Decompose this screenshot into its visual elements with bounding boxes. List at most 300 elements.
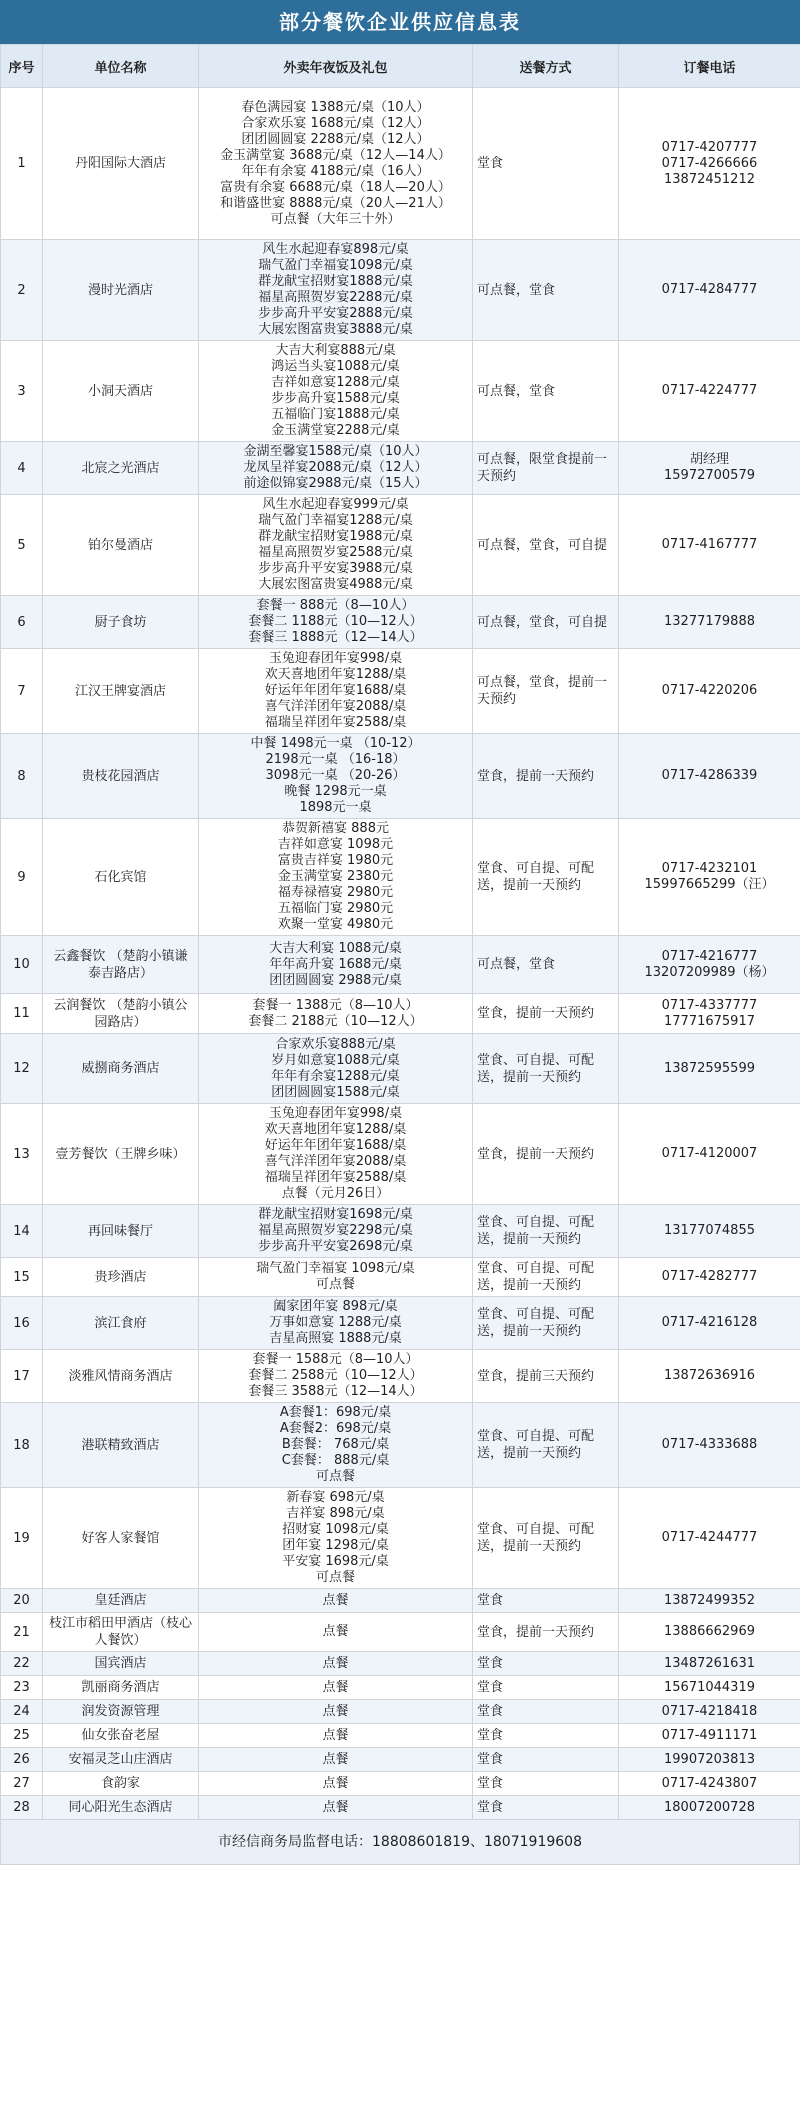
order-phone (619, 1104, 800, 1205)
row-number: 4 (1, 442, 43, 495)
order-phone (619, 819, 800, 936)
menu-cell (199, 1403, 473, 1488)
unit-name (43, 1772, 199, 1796)
menu-item: 套餐一 1388元（8—10人） (252, 997, 419, 1013)
delivery-method-text: 堂食 (477, 156, 504, 171)
menu-item: 金湖至馨宴1588元/桌（10人） (243, 444, 428, 459)
table-row (1, 1724, 800, 1748)
delivery-method-text: 堂食、可自提、可配送，提前一天预约 (477, 1261, 595, 1293)
menu-cell (199, 994, 473, 1034)
menu-item: 可点餐（大年三十外） (270, 211, 401, 227)
delivery-method (473, 1350, 619, 1403)
menu-cell (199, 1258, 473, 1297)
menu-cell (199, 734, 473, 819)
menu-cell (199, 1488, 473, 1589)
delivery-method (473, 442, 619, 495)
order-phone (619, 1652, 800, 1676)
menu-item: 点餐 (322, 1727, 349, 1743)
table-row (1, 1676, 800, 1700)
menu-item: B套餐： 768元/桌 (281, 1437, 390, 1452)
table-row (1, 1700, 800, 1724)
phone-number[interactable]: 13886662969 (664, 1624, 755, 1639)
menu-item: 合家欢乐宴888元/桌 (275, 1036, 396, 1052)
delivery-method-text: 可点餐，堂食 (477, 282, 556, 298)
delivery-method (473, 1652, 619, 1676)
menu-item: 群龙献宝招财宴1888元/桌 (258, 274, 413, 289)
menu-item: 点餐 (322, 1592, 349, 1608)
table-row (1, 1205, 800, 1258)
delivery-method-text: 堂食 (477, 1800, 504, 1815)
menu-item: 福星高照贺岁宴2588元/桌 (258, 545, 413, 560)
menu-item: 福星高照贺岁宴2288元/桌 (258, 290, 413, 305)
delivery-method-text: 堂食、可自提、可配送，提前一天预约 (477, 1307, 595, 1339)
delivery-method (473, 1297, 619, 1350)
menu-item: 可点餐 (315, 1277, 355, 1292)
menu-cell (199, 341, 473, 442)
phone-number[interactable]: 0717-4333688 (661, 1437, 758, 1452)
delivery-method-text: 堂食，提前一天预约 (477, 1624, 595, 1640)
delivery-method-text: 堂食 (477, 1776, 504, 1791)
phone-number[interactable]: 13487261631 (664, 1655, 755, 1671)
table-row (1, 1297, 800, 1350)
menu-cell (199, 1613, 473, 1652)
unit-name-text: 国宾酒店 (94, 1656, 147, 1671)
row-number: 13 (1, 1104, 43, 1205)
table-row (1, 88, 800, 240)
menu-item: 年年有余宴1288元/桌 (271, 1068, 400, 1084)
order-phone (619, 1748, 800, 1772)
order-phone (619, 1676, 800, 1700)
unit-name-text: 枝江市稻田甲酒店（枝心人餐饮） (48, 1616, 192, 1648)
delivery-method-text: 堂食、可自提、可配送，提前一天预约 (477, 1429, 595, 1461)
phone-number[interactable]: 13872499352 (664, 1592, 755, 1608)
order-phone (619, 734, 800, 819)
table-row (1, 649, 800, 734)
order-phone (619, 88, 800, 240)
menu-item: 欢天喜地团年宴1288/桌 (264, 1122, 407, 1137)
menu-cell (199, 1034, 473, 1104)
order-phone (619, 1034, 800, 1104)
delivery-method (473, 819, 619, 936)
menu-item: 喜气洋洋团年宴2088/桌 (264, 699, 407, 714)
row-number: 27 (1, 1772, 43, 1796)
menu-item: 五福临门宴1888元/桌 (271, 407, 400, 422)
table-row (1, 1748, 800, 1772)
delivery-method-text: 堂食，提前一天预约 (477, 768, 595, 784)
delivery-method-text: 堂食，提前一天预约 (477, 1006, 595, 1021)
delivery-method (473, 1488, 619, 1589)
menu-item: 中餐 1498元一桌 （10-12） (250, 736, 421, 751)
menu-item: 岁月如意宴1088元/桌 (271, 1052, 400, 1068)
unit-name (43, 1676, 199, 1700)
unit-name (43, 1700, 199, 1724)
phone-number[interactable]: 0717-4911171 (661, 1727, 758, 1743)
table-row (1, 442, 800, 495)
menu-item: 金玉满堂宴2288元/桌 (271, 423, 400, 438)
row-number: 3 (1, 341, 43, 442)
unit-name (43, 1796, 199, 1820)
phone-number[interactable]: 0717-4337777 (661, 997, 758, 1013)
menu-cell (199, 819, 473, 936)
table-row (1, 1652, 800, 1676)
menu-item: 团年宴 1298元/桌 (282, 1538, 389, 1553)
menu-item: 团团圆圆宴 2988元/桌 (269, 972, 402, 988)
menu-item: 团团圆圆宴 2288元/桌（12人） (241, 131, 430, 147)
menu-item: 年年高升宴 1688元/桌 (269, 956, 402, 972)
menu-item: 群龙献宝招财宴1698元/桌 (258, 1207, 413, 1222)
delivery-method-text: 可点餐，堂食，可自提 (477, 614, 608, 630)
table-row (1, 341, 800, 442)
menu-cell (199, 1652, 473, 1676)
table-row (1, 1403, 800, 1488)
unit-name-text: 威捌商务酒店 (81, 1061, 160, 1076)
menu-item: 欢聚一堂宴 4980元 (277, 917, 394, 932)
table-header-row (1, 45, 800, 88)
row-number: 19 (1, 1488, 43, 1589)
delivery-method-text: 堂食、可自提、可配送，提前一天预约 (477, 1522, 595, 1554)
menu-cell (199, 1297, 473, 1350)
delivery-method (473, 994, 619, 1034)
table-row (1, 240, 800, 341)
menu-item: 可点餐 (315, 1469, 355, 1484)
menu-item: A套餐1：698元/桌 (279, 1405, 392, 1420)
delivery-method (473, 596, 619, 649)
row-number: 9 (1, 819, 43, 936)
row-number: 6 (1, 596, 43, 649)
unit-name-text: 铂尔曼酒店 (87, 537, 153, 553)
menu-cell (199, 1676, 473, 1700)
menu-item: 万事如意宴 1288元/桌 (269, 1315, 402, 1330)
order-phone (619, 1403, 800, 1488)
menu-item: 团团圆圆宴1588元/桌 (271, 1084, 400, 1100)
unit-name (43, 994, 199, 1034)
row-number: 18 (1, 1403, 43, 1488)
delivery-method-text: 堂食、可自提、可配送，提前一天预约 (477, 861, 595, 893)
delivery-method-text: 堂食 (477, 1704, 504, 1719)
unit-name-text: 北宸之光酒店 (81, 460, 160, 476)
menu-item: 套餐二 2188元（10—12人） (248, 1013, 423, 1029)
unit-name-text: 好客人家餐馆 (81, 1530, 160, 1546)
menu-item: 点餐 (322, 1624, 349, 1639)
menu-item: 五福临门宴 2980元 (277, 901, 394, 916)
delivery-method (473, 1613, 619, 1652)
menu-item: 喜气洋洋团年宴2088/桌 (264, 1154, 407, 1169)
delivery-method-text: 可点餐，限堂食提前一天预约 (477, 452, 608, 484)
unit-name (43, 734, 199, 819)
menu-item: 1898元一桌 (299, 800, 372, 815)
phone-number[interactable]: 0717-4218418 (661, 1703, 758, 1719)
menu-item: 龙凤呈祥宴2088元/桌（12人） (243, 460, 428, 475)
unit-name-text: 贵枝花园酒店 (81, 768, 160, 784)
menu-cell (199, 240, 473, 341)
row-number: 7 (1, 649, 43, 734)
row-number: 12 (1, 1034, 43, 1104)
menu-item: 风生水起迎春宴898元/桌 (262, 242, 409, 257)
unit-name-text: 漫时光酒店 (87, 282, 153, 298)
phone-number[interactable]: 19907203813 (664, 1751, 755, 1767)
unit-name (43, 240, 199, 341)
delivery-method-text: 可点餐，堂食，可自提 (477, 537, 608, 553)
phone-number[interactable]: 13277179888 (664, 614, 755, 629)
row-number: 2 (1, 240, 43, 341)
page-title: 部分餐饮企业供应信息表 (0, 0, 800, 44)
order-phone (619, 1796, 800, 1820)
unit-name (43, 1297, 199, 1350)
menu-item: 金玉满堂宴 3688元/桌（12人—14人） (220, 147, 451, 163)
menu-item: 平安宴 1698元/桌 (282, 1554, 389, 1569)
menu-item: 鸿运当头宴1088元/桌 (271, 359, 400, 374)
menu-cell (199, 1796, 473, 1820)
delivery-method-text: 堂食 (477, 1593, 504, 1608)
menu-item: 玉兔迎春团年宴998/桌 (268, 1106, 403, 1121)
delivery-method (473, 495, 619, 596)
menu-item: 大吉大利宴 1088元/桌 (269, 940, 402, 956)
unit-name-text: 凯丽商务酒店 (81, 1680, 160, 1695)
phone-number[interactable]: 0717-4207777 (661, 139, 758, 155)
menu-item: 福瑞呈祥团年宴2588/桌 (264, 715, 407, 730)
order-phone (619, 1589, 800, 1613)
table-body (1, 88, 800, 1820)
unit-name-text: 同心阳光生态酒店 (68, 1800, 173, 1815)
row-number: 10 (1, 936, 43, 994)
row-number: 21 (1, 1613, 43, 1652)
phone-number[interactable]: 0717-4282777 (661, 1269, 758, 1284)
table-row (1, 1796, 800, 1820)
menu-item: 新春宴 698元/桌 (286, 1490, 385, 1505)
menu-item: 富贵有余宴 6688元/桌（18人—20人） (220, 179, 451, 195)
row-number: 24 (1, 1700, 43, 1724)
menu-item: 套餐二 1188元（10—12人） (248, 614, 423, 629)
unit-name (43, 1104, 199, 1205)
phone-number[interactable]: 0717-4120007 (661, 1146, 758, 1161)
menu-item: 套餐三 1888元（12—14人） (248, 630, 423, 645)
menu-item: 瑞气盈门幸福宴1098元/桌 (258, 258, 413, 273)
menu-item: 福寿禄禧宴 2980元 (277, 885, 394, 900)
delivery-method-text: 可点餐，堂食 (477, 957, 556, 972)
phone-number[interactable]: 0717-4216128 (661, 1315, 758, 1330)
menu-item: 和谐盛世宴 8888元/桌（20人—21人） (220, 195, 451, 211)
delivery-method-text: 堂食 (477, 1752, 504, 1767)
row-number: 5 (1, 495, 43, 596)
menu-cell (199, 1205, 473, 1258)
header-phone: 订餐电话 (619, 45, 800, 88)
menu-item: 步步高升平安宴2888元/桌 (258, 306, 413, 321)
menu-item: 套餐一 1588元（8—10人） (252, 1352, 419, 1367)
phone-number[interactable]: 0717-4167777 (661, 537, 758, 552)
unit-name-text: 安福灵芝山庄酒店 (68, 1752, 173, 1767)
row-number: 11 (1, 994, 43, 1034)
menu-item: 好运年年团年宴1688/桌 (264, 683, 407, 698)
table-row (1, 1589, 800, 1613)
phone-number[interactable]: 15671044319 (664, 1679, 755, 1695)
unit-name (43, 1403, 199, 1488)
menu-cell (199, 649, 473, 734)
menu-item: 吉祥如意宴1288元/桌 (271, 375, 400, 390)
table-row (1, 596, 800, 649)
order-phone (619, 240, 800, 341)
delivery-method (473, 1700, 619, 1724)
unit-name-text: 再回味餐厅 (87, 1223, 153, 1239)
menu-item: 套餐二 2588元（10—12人） (248, 1368, 423, 1383)
row-number: 28 (1, 1796, 43, 1820)
order-phone (619, 1258, 800, 1297)
delivery-method (473, 1724, 619, 1748)
menu-cell (199, 1104, 473, 1205)
delivery-method (473, 1676, 619, 1700)
menu-item: 点餐 (322, 1751, 349, 1767)
menu-cell (199, 88, 473, 240)
phone-number[interactable]: 18007200728 (664, 1799, 755, 1815)
menu-item: 吉星高照宴 1888元/桌 (269, 1331, 402, 1346)
unit-name-text: 仙女张奋老屋 (81, 1728, 160, 1743)
unit-name (43, 1652, 199, 1676)
menu-cell (199, 1589, 473, 1613)
menu-item: 风生水起迎春宴999元/桌 (262, 497, 409, 512)
phone-number[interactable]: 0717-4284777 (661, 282, 758, 297)
unit-name (43, 495, 199, 596)
unit-name (43, 936, 199, 994)
delivery-method (473, 1796, 619, 1820)
delivery-method (473, 734, 619, 819)
menu-item: 阖家团年宴 898元/桌 (273, 1299, 398, 1314)
delivery-method-text: 堂食 (477, 1680, 504, 1695)
menu-item: 点餐 (322, 1679, 349, 1695)
phone-number[interactable]: 0717-4220206 (661, 683, 758, 698)
delivery-method (473, 1772, 619, 1796)
phone-number[interactable]: 0717-4244777 (661, 1530, 758, 1545)
menu-item: 福瑞呈祥团年宴2588/桌 (264, 1170, 407, 1185)
order-phone (619, 649, 800, 734)
menu-item: 群龙献宝招财宴1988元/桌 (258, 529, 413, 544)
delivery-method (473, 1748, 619, 1772)
delivery-method (473, 88, 619, 240)
table-row (1, 495, 800, 596)
table-row (1, 1350, 800, 1403)
menu-item: 合家欢乐宴 1688元/桌（12人） (241, 115, 430, 131)
menu-item: 大吉大利宴888元/桌 (275, 343, 396, 358)
delivery-method (473, 1205, 619, 1258)
phone-number[interactable]: 0717-4266666 (661, 155, 758, 171)
phone-number[interactable]: 胡经理 (689, 452, 729, 467)
header-no: 序号 (1, 45, 43, 88)
unit-name (43, 341, 199, 442)
menu-item: 点餐 (322, 1799, 349, 1815)
table-row (1, 936, 800, 994)
menu-item: 瑞气盈门幸福宴 1098元/桌 (256, 1261, 415, 1276)
order-phone (619, 1772, 800, 1796)
unit-name (43, 1350, 199, 1403)
menu-item: 大展宏图富贵宴4988元/桌 (258, 577, 413, 592)
menu-cell (199, 1748, 473, 1772)
menu-item: 步步高升宴1588元/桌 (271, 391, 400, 406)
unit-name-text: 云润餐饮 （楚韵小镇公园路店） (53, 997, 188, 1030)
menu-item: 招财宴 1098元/桌 (282, 1522, 389, 1537)
menu-item: 富贵吉祥宴 1980元 (277, 853, 394, 868)
row-number: 23 (1, 1676, 43, 1700)
order-phone (619, 1488, 800, 1589)
table-row (1, 1258, 800, 1297)
unit-name (43, 596, 199, 649)
unit-name-text: 厨子食坊 (94, 614, 147, 630)
unit-name-text: 壹芳餐饮（王牌乡味） (55, 1146, 186, 1162)
phone-number[interactable]: 13177074855 (664, 1223, 755, 1238)
unit-name (43, 1748, 199, 1772)
menu-item: 3098元一桌 （20-26） (265, 768, 406, 783)
delivery-method (473, 649, 619, 734)
delivery-method (473, 240, 619, 341)
phone-number[interactable]: 0717-4286339 (661, 768, 758, 783)
unit-name (43, 1205, 199, 1258)
delivery-method-text: 堂食、可自提、可配送，提前一天预约 (477, 1052, 595, 1085)
phone-number[interactable]: 0717-4232101 (661, 861, 758, 876)
table-row (1, 819, 800, 936)
row-number: 17 (1, 1350, 43, 1403)
unit-name (43, 819, 199, 936)
phone-number[interactable]: 17771675917 (664, 1013, 755, 1029)
delivery-method (473, 1589, 619, 1613)
phone-number[interactable]: 13872595599 (664, 1060, 755, 1076)
row-number: 1 (1, 88, 43, 240)
menu-item: 点餐 (322, 1775, 349, 1791)
order-phone (619, 1724, 800, 1748)
unit-name-text: 食韵家 (100, 1776, 140, 1791)
unit-name (43, 1589, 199, 1613)
menu-item: 大展宏图富贵宴3888元/桌 (258, 322, 413, 337)
phone-number[interactable]: 13872451212 (664, 171, 755, 187)
order-phone (619, 442, 800, 495)
unit-name (43, 1724, 199, 1748)
phone-number[interactable]: 13872636916 (664, 1368, 755, 1383)
delivery-method-text: 堂食、可自提、可配送，提前一天预约 (477, 1215, 595, 1247)
menu-item: 可点餐 (315, 1570, 355, 1585)
delivery-method-text: 可点餐，堂食，提前一天预约 (477, 675, 608, 707)
phone-number[interactable]: 0717-4216777 (661, 948, 758, 964)
menu-item: 福星高照贺岁宴2298元/桌 (258, 1223, 413, 1238)
table-row (1, 1104, 800, 1205)
order-phone (619, 994, 800, 1034)
menu-item: 步步高升平安宴3988元/桌 (258, 561, 413, 576)
unit-name (43, 1613, 199, 1652)
phone-number[interactable]: 15972700579 (664, 468, 755, 483)
unit-name-text: 贵珍酒店 (94, 1269, 147, 1285)
unit-name (43, 442, 199, 495)
phone-number[interactable]: 0717-4243807 (661, 1775, 758, 1791)
row-number: 22 (1, 1652, 43, 1676)
order-phone (619, 341, 800, 442)
delivery-method-text: 堂食 (477, 1656, 504, 1671)
unit-name (43, 1034, 199, 1104)
menu-item: 点餐 (322, 1655, 349, 1671)
unit-name-text: 丹阳国际大酒店 (74, 156, 166, 171)
unit-name-text: 石化宾馆 (94, 869, 147, 885)
delivery-method (473, 936, 619, 994)
row-number: 26 (1, 1748, 43, 1772)
menu-item: 点餐 (322, 1703, 349, 1719)
phone-number[interactable]: 15997665299（汪） (644, 877, 775, 892)
menu-item: 年年有余宴 4188元/桌（16人） (241, 163, 430, 179)
menu-item: 套餐一 888元（8—10人） (256, 598, 415, 613)
phone-number[interactable]: 0717-4224777 (661, 383, 758, 398)
unit-name-text: 港联精致酒店 (81, 1437, 160, 1453)
unit-name-text: 淡雅风情商务酒店 (68, 1368, 173, 1384)
delivery-method (473, 1403, 619, 1488)
delivery-method (473, 341, 619, 442)
unit-name (43, 88, 199, 240)
menu-item: 好运年年团年宴1688/桌 (264, 1138, 407, 1153)
order-phone (619, 1205, 800, 1258)
menu-item: 步步高升平安宴2698元/桌 (258, 1239, 413, 1254)
phone-number[interactable]: 13207209989（杨） (644, 964, 775, 980)
